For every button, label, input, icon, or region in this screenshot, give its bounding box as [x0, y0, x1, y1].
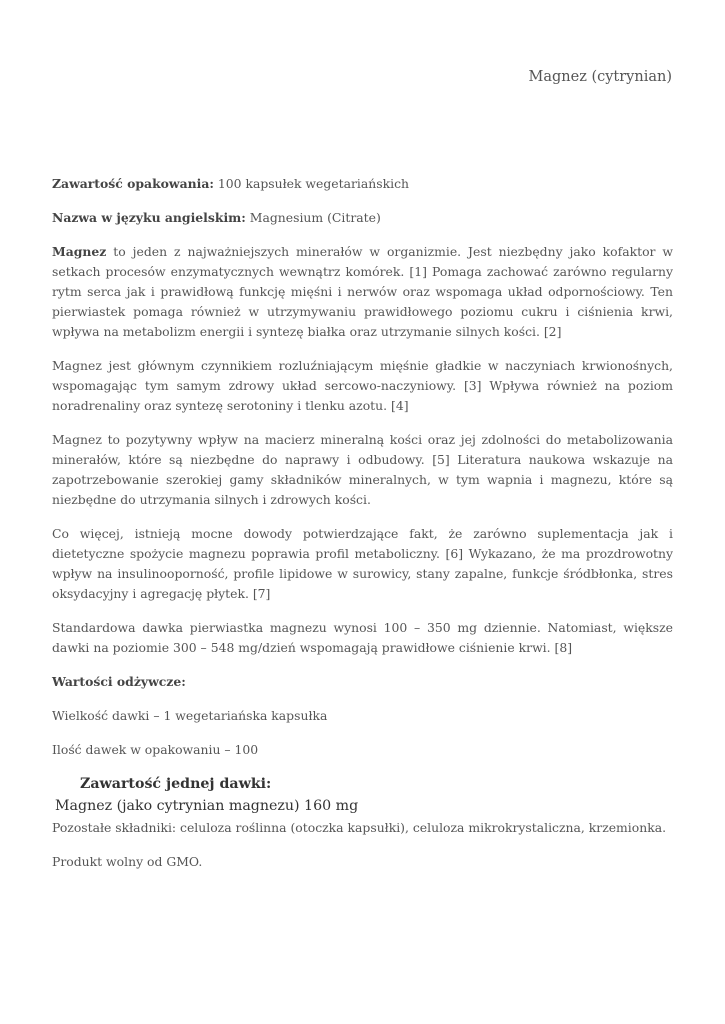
document-title: Magnez (cytrynian) [528, 69, 672, 85]
paragraph-intro-text: to jeden z najważniejszych minerałów w organizmie. Jest niezbędny jako kofaktor w setkach procesów enzymatycznych wewnątrz komórek. [1] Pomaga zachować zarówno regularny rytm serca jak i prawidłową funkcję mięśni i nerwów oraz wspomaga układ odpornościowy. Ten pierwiastek pomaga również w utrzymywaniu prawidłowego poziomu cukru i ciśnienia krwi, wpływa na metabolizm energii i syntezę białka oraz utrzymanie silnych kości. [2] [52, 244, 673, 339]
paragraph-vascular: Magnez jest głównym czynnikiem rozluźniającym mięśnie gładkie w naczyniach krwionośnych, wspomagając tym samym zdrowy układ sercowo-naczyniowy. [3] Wpływa również na poziom noradrenaliny oraz syntezę serotoniny i tlenku azotu. [4] [52, 358, 673, 413]
serving-size: Wielkość dawki – 1 wegetariańska kapsułka [52, 708, 328, 723]
paragraph-metabolic: Co więcej, istnieją mocne dowody potwierdzające fakt, że zarówno suplementacja jak i dietetyczne spożycie magnezu poprawia profil metaboliczny. [6] Wykazano, że ma prozdrowotny wpływ na insulinooporność, profile lipidowe w surowicy, stany zapalne, funkcje śródbłonka, stres oksydacyjny i agregację płytek. [7] [52, 526, 673, 601]
paragraph-bones: Magnez to pozytywny wpływ na macierz mineralną kości oraz jej zdolności do metabolizowania minerałów, które są niezbędne do naprawy i odbudowy. [5] Literatura naukowa wskazuje na zapotrzebowanie szerokiej gamy składników mineralnych, w tym wapnia i magnezu, które są niezbędne do utrzymania silnych i zdrowych kości. [52, 432, 673, 507]
package-contents [52, 174, 673, 194]
english-name [52, 208, 673, 228]
english-name-value: Magnesium (Citrate) [245, 210, 381, 225]
english-name-label: Nazwa w języku angielskim: [52, 210, 246, 225]
other-ingredients: Pozostałe składniki: celuloza roślinna (otoczka kapsułki), celuloza mikrokrystaliczna, krzemionka. [52, 820, 667, 835]
gmo-statement: Produkt wolny od GMO. [52, 854, 203, 869]
servings-per-package: Ilość dawek w opakowaniu – 100 [52, 742, 259, 757]
paragraph-dosage: Standardowa dawka pierwiastka magnezu wynosi 100 – 350 mg dziennie. Natomiast, większe dawki na poziomie 300 – 548 mg/dzień wspomagają prawidłowe ciśnienie krwi. [8] [52, 620, 673, 655]
nutrition-heading: Wartości odżywcze: [52, 674, 186, 689]
dose-heading: Zawartość jednej dawki: [80, 776, 272, 792]
package-contents-value: 100 kapsułek wegetariańskich [213, 176, 409, 191]
dose-item: Magnez (jako cytrynian magnezu) 160 mg [55, 798, 359, 814]
paragraph-intro-bold: Magnez [52, 244, 107, 259]
package-contents-label: Zawartość opakowania: [52, 176, 214, 191]
paragraph-intro [52, 242, 673, 342]
document-content [52, 174, 673, 886]
